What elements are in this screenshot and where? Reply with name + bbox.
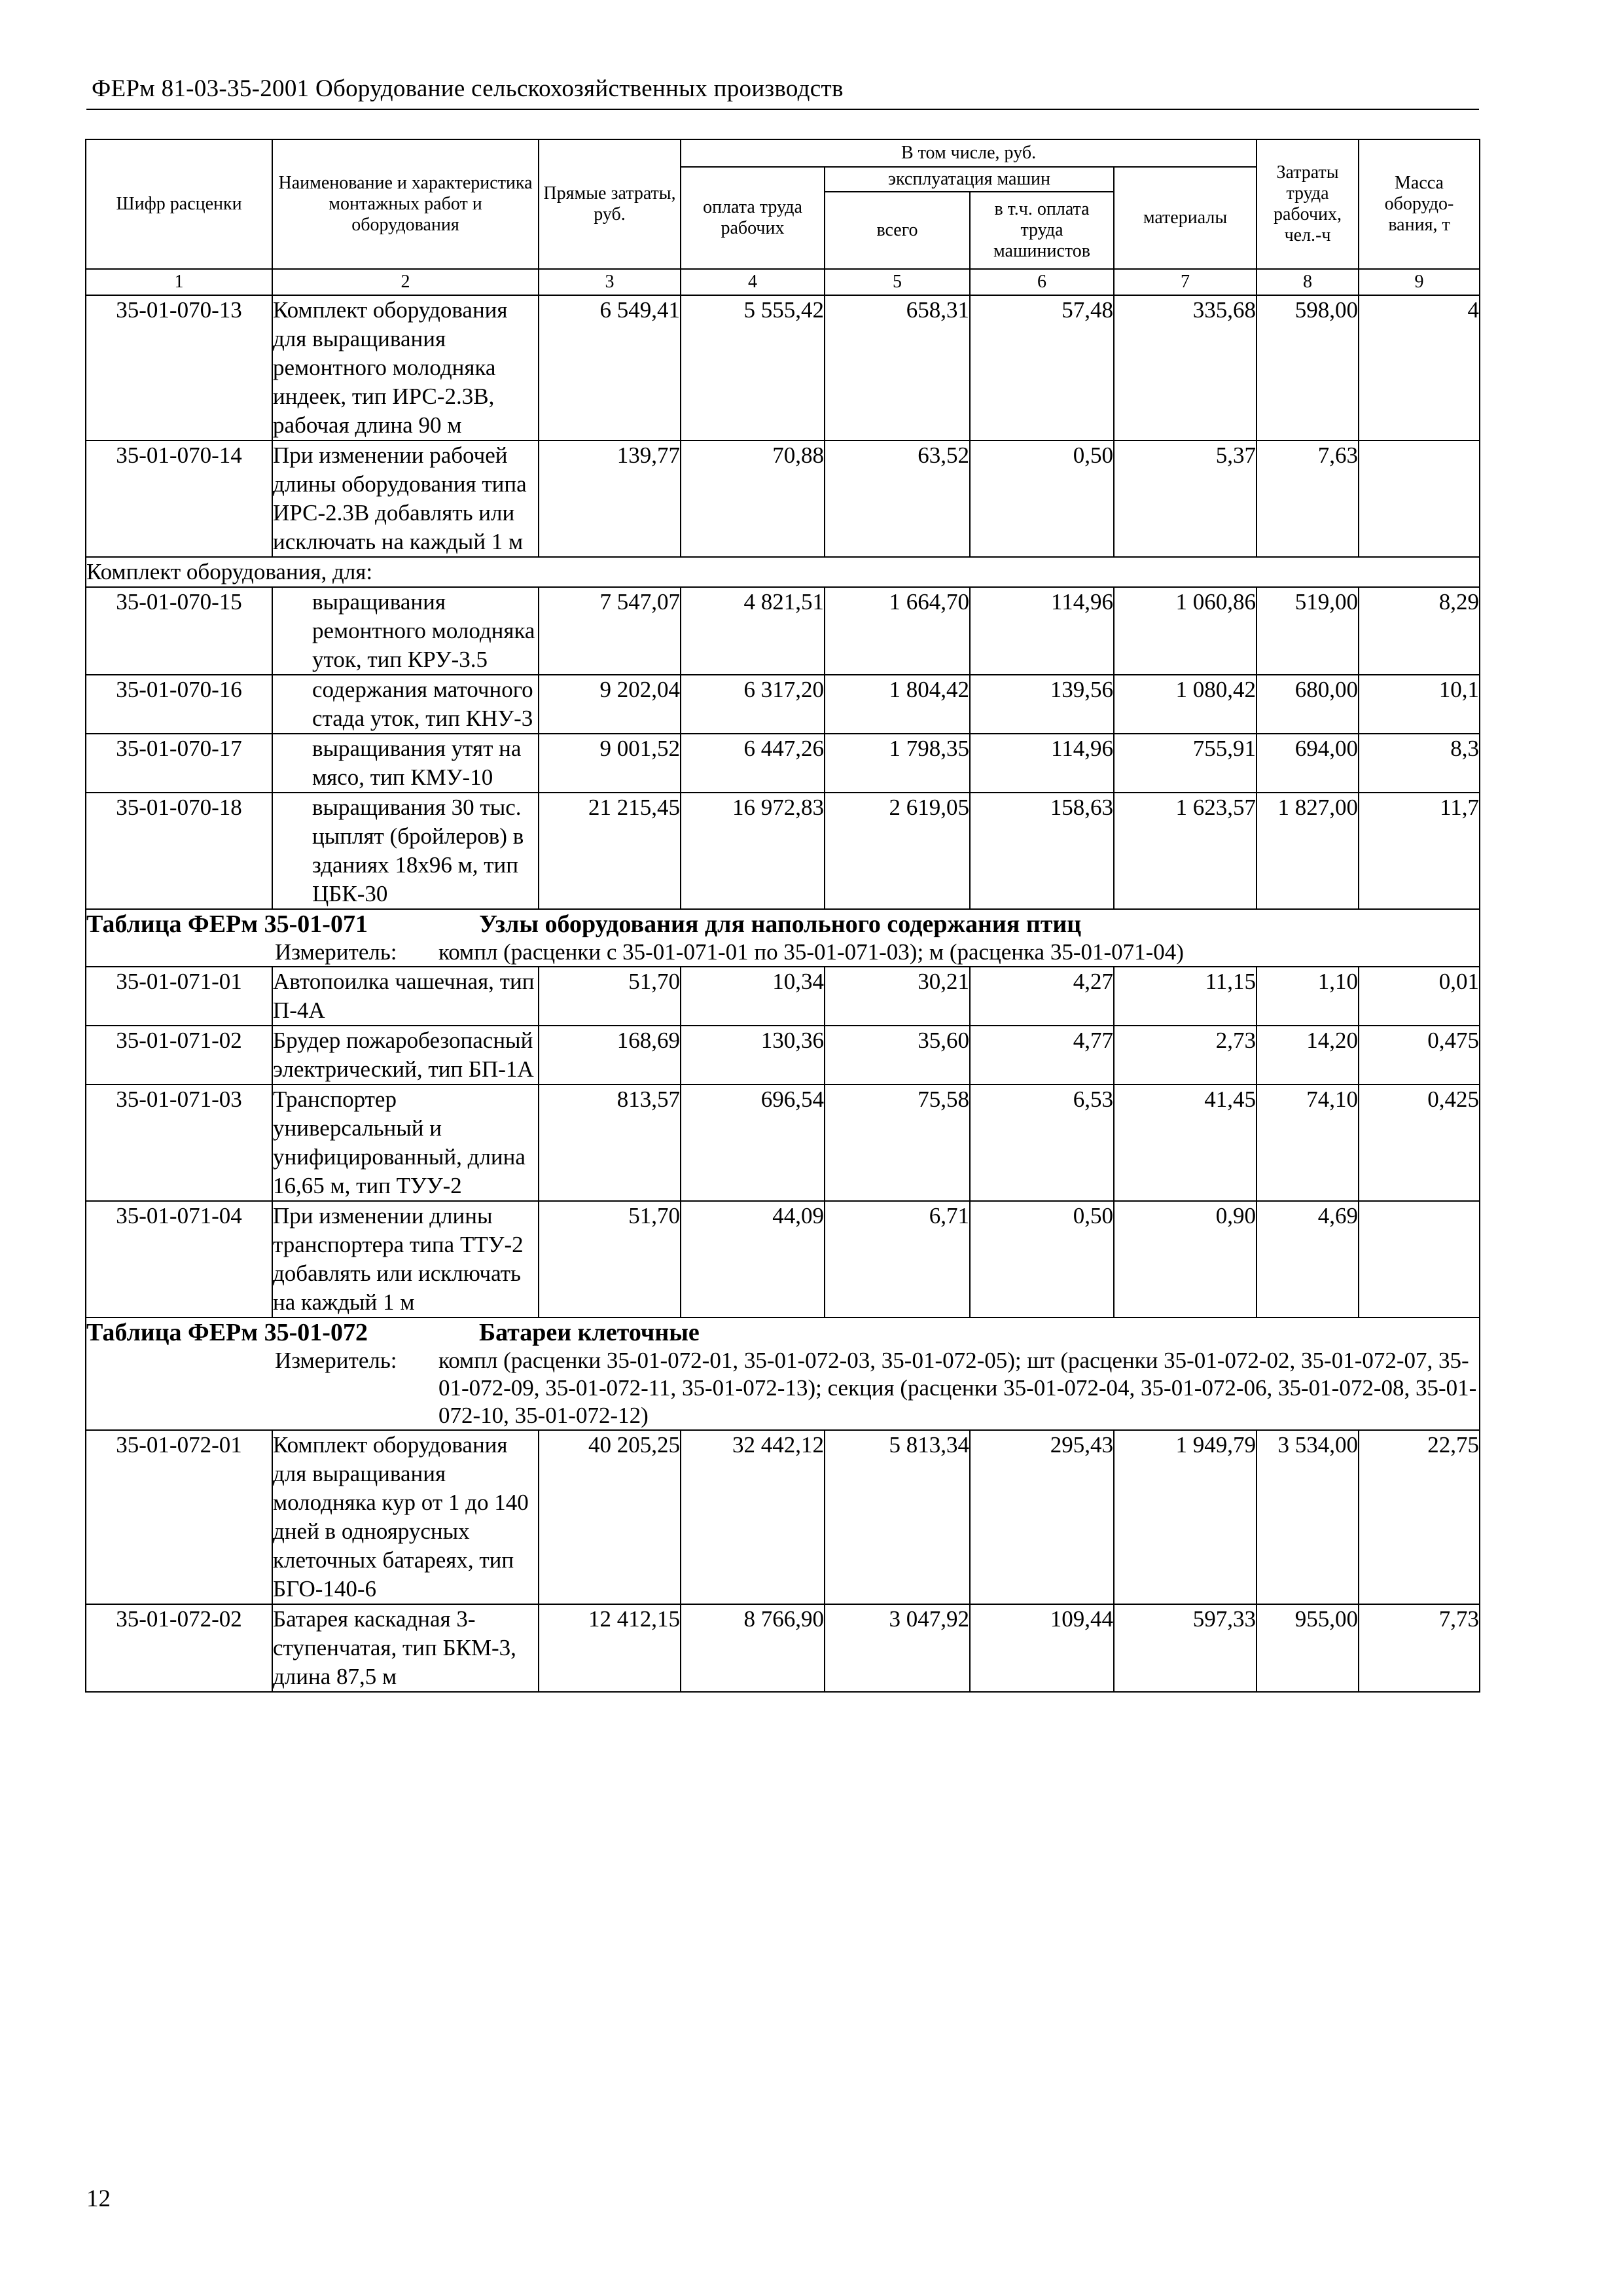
group-label-row (86, 557, 1480, 587)
materials: 5,37 (1114, 440, 1257, 557)
machines-total: 63,52 (825, 440, 970, 557)
labor-cost: 4,69 (1257, 1201, 1359, 1318)
group-label: Комплект оборудования, для: (86, 557, 1480, 587)
materials: 0,90 (1114, 1201, 1257, 1318)
labor-cost: 1,10 (1257, 967, 1359, 1026)
rate-code: 35-01-070-18 (86, 793, 272, 909)
table-body (86, 295, 1480, 1692)
direct-costs: 813,57 (539, 1085, 681, 1201)
work-name: Батарея каскадная 3-ступенчатая, тип БКМ-3, длина 87,5 м (272, 1604, 539, 1692)
machinists-pay: 0,50 (970, 440, 1114, 557)
section-measure (86, 939, 1479, 966)
machinists-pay: 114,96 (970, 587, 1114, 675)
equipment-mass: 0,425 (1359, 1085, 1480, 1201)
work-name: выращивания 30 тыс. цыплят (бройлеров) в зданиях 18х96 м, тип ЦБК-30 (272, 793, 539, 909)
measure-label: Измеритель: (275, 1348, 397, 1373)
machines-total: 1 664,70 (825, 587, 970, 675)
rate-code: 35-01-072-01 (86, 1430, 272, 1604)
page-number: 12 (86, 2185, 111, 2212)
direct-costs: 139,77 (539, 440, 681, 557)
machines-total: 3 047,92 (825, 1604, 970, 1692)
materials: 11,15 (1114, 967, 1257, 1026)
work-name: При изменении рабочей длины оборудования типа ИРС-2.3В добавлять или исключать на каждый 1 м (272, 440, 539, 557)
materials: 1 949,79 (1114, 1430, 1257, 1604)
materials: 2,73 (1114, 1026, 1257, 1085)
column-number: 3 (539, 269, 681, 295)
direct-costs: 51,70 (539, 1201, 681, 1318)
labor-pay: 8 766,90 (681, 1604, 825, 1692)
machinists-pay: 6,53 (970, 1085, 1114, 1201)
measure-text: компл (расценки 35-01-072-01, 35-01-072-03, 35-01-072-05); шт (расценки 35-01-072-02, 35-01-072-07, 35-01-072-09, 35-01-072-11, 35-01-072-13); секция (расценки 35-01-072-04, 35-01-072-06, 35-01-072-08, 35-01-072-10, 35-01-072-12) (438, 1348, 1477, 1428)
column-number: 8 (1257, 269, 1359, 295)
header-labor-cost: Затраты труда рабочих, чел.-ч (1257, 139, 1359, 269)
work-name: Транспортер универсальный и унифицированный, длина 16,65 м, тип ТУУ-2 (272, 1085, 539, 1201)
materials: 1 623,57 (1114, 793, 1257, 909)
equipment-mass: 11,7 (1359, 793, 1480, 909)
direct-costs: 12 412,15 (539, 1604, 681, 1692)
header-machines: эксплуатация машин (825, 167, 1114, 192)
work-name: Комплект оборудования для выращивания молодняка кур от 1 до 140 дней в одноярусных клеточных батареях, тип БГО-140-6 (272, 1430, 539, 1604)
materials: 1 060,86 (1114, 587, 1257, 675)
rate-code: 35-01-070-14 (86, 440, 272, 557)
header-labor-pay: оплата труда рабочих (681, 167, 825, 269)
labor-cost: 3 534,00 (1257, 1430, 1359, 1604)
labor-pay: 16 972,83 (681, 793, 825, 909)
section-title: Узлы оборудования для напольного содержания птиц (479, 910, 1082, 938)
table-row (86, 967, 1480, 1026)
work-name: Комплект оборудования для выращивания ремонтного молодняка индеек, тип ИРС-2.3В, рабочая длина 90 м (272, 295, 539, 440)
table-row (86, 1430, 1480, 1604)
labor-pay: 130,36 (681, 1026, 825, 1085)
machinists-pay: 4,27 (970, 967, 1114, 1026)
section-header (86, 1318, 1480, 1430)
direct-costs: 6 549,41 (539, 295, 681, 440)
rate-code: 35-01-072-02 (86, 1604, 272, 1692)
equipment-mass: 10,1 (1359, 675, 1480, 734)
labor-cost: 14,20 (1257, 1026, 1359, 1085)
section-header-row (86, 1318, 1480, 1430)
labor-pay: 70,88 (681, 440, 825, 557)
table-row (86, 734, 1480, 793)
equipment-mass: 0,475 (1359, 1026, 1480, 1085)
rate-code: 35-01-071-04 (86, 1201, 272, 1318)
table-row (86, 1026, 1480, 1085)
labor-cost: 1 827,00 (1257, 793, 1359, 909)
section-measure (86, 1347, 1479, 1429)
work-name: Брудер пожаробезопасный электрический, тип БП-1А (272, 1026, 539, 1085)
machines-total: 30,21 (825, 967, 970, 1026)
column-number: 7 (1114, 269, 1257, 295)
header-name: Наименование и характеристика монтажных работ и оборудования (272, 139, 539, 269)
labor-pay: 696,54 (681, 1085, 825, 1201)
header-divider (86, 109, 1479, 110)
rate-code: 35-01-071-03 (86, 1085, 272, 1201)
direct-costs: 7 547,07 (539, 587, 681, 675)
machinists-pay: 158,63 (970, 793, 1114, 909)
section-title-line (86, 910, 1479, 939)
direct-costs: 21 215,45 (539, 793, 681, 909)
section-code: Таблица ФЕРм 35-01-071 (86, 910, 368, 938)
header-including: В том числе, руб. (681, 139, 1257, 167)
column-number: 2 (272, 269, 539, 295)
equipment-mass (1359, 1201, 1480, 1318)
machines-total: 5 813,34 (825, 1430, 970, 1604)
equipment-mass: 7,73 (1359, 1604, 1480, 1692)
machines-total: 75,58 (825, 1085, 970, 1201)
column-number: 9 (1359, 269, 1480, 295)
direct-costs: 168,69 (539, 1026, 681, 1085)
equipment-mass: 0,01 (1359, 967, 1480, 1026)
table-row (86, 295, 1480, 440)
section-code: Таблица ФЕРм 35-01-072 (86, 1319, 368, 1346)
measure-text: компл (расценки с 35-01-071-01 по 35-01-071-03); м (расценка 35-01-071-04) (438, 939, 1184, 965)
materials: 335,68 (1114, 295, 1257, 440)
rate-code: 35-01-070-16 (86, 675, 272, 734)
rate-code: 35-01-070-13 (86, 295, 272, 440)
materials: 597,33 (1114, 1604, 1257, 1692)
labor-pay: 6 317,20 (681, 675, 825, 734)
equipment-mass (1359, 440, 1480, 557)
section-header (86, 909, 1480, 967)
header-materials: материалы (1114, 167, 1257, 269)
section-header-row (86, 909, 1480, 967)
machinists-pay: 295,43 (970, 1430, 1114, 1604)
section-title: Батареи клеточные (479, 1319, 700, 1346)
header-code: Шифр расценки (86, 139, 272, 269)
column-number: 1 (86, 269, 272, 295)
machines-total: 1 804,42 (825, 675, 970, 734)
header-mass: Масса оборудо-вания, т (1359, 139, 1480, 269)
materials: 41,45 (1114, 1085, 1257, 1201)
machinists-pay: 139,56 (970, 675, 1114, 734)
equipment-mass: 8,3 (1359, 734, 1480, 793)
labor-pay: 10,34 (681, 967, 825, 1026)
table-header (86, 139, 1480, 295)
direct-costs: 9 202,04 (539, 675, 681, 734)
work-name: Автопоилка чашечная, тип П-4А (272, 967, 539, 1026)
document-header-title: ФЕРм 81-03-35-2001 Оборудование сельскохозяйственных производств (92, 75, 844, 102)
labor-cost: 598,00 (1257, 295, 1359, 440)
work-name: выращивания ремонтного молодняка уток, тип КРУ-3.5 (272, 587, 539, 675)
direct-costs: 51,70 (539, 967, 681, 1026)
labor-cost: 955,00 (1257, 1604, 1359, 1692)
header-machinists-pay: в т.ч. оплата труда машинистов (970, 192, 1114, 269)
column-number: 4 (681, 269, 825, 295)
work-name: При изменении длины транспортера типа ТТУ-2 добавлять или исключать на каждый 1 м (272, 1201, 539, 1318)
table-row (86, 1604, 1480, 1692)
table-row (86, 587, 1480, 675)
direct-costs: 40 205,25 (539, 1430, 681, 1604)
labor-cost: 7,63 (1257, 440, 1359, 557)
labor-cost: 680,00 (1257, 675, 1359, 734)
machinists-pay: 109,44 (970, 1604, 1114, 1692)
table-row (86, 1201, 1480, 1318)
machinists-pay: 114,96 (970, 734, 1114, 793)
machines-total: 6,71 (825, 1201, 970, 1318)
table-row (86, 793, 1480, 909)
machinists-pay: 4,77 (970, 1026, 1114, 1085)
equipment-mass: 22,75 (1359, 1430, 1480, 1604)
labor-pay: 4 821,51 (681, 587, 825, 675)
rates-table (85, 139, 1480, 1693)
machinists-pay: 57,48 (970, 295, 1114, 440)
rate-code: 35-01-071-01 (86, 967, 272, 1026)
work-name: выращивания утят на мясо, тип КМУ-10 (272, 734, 539, 793)
machinists-pay: 0,50 (970, 1201, 1114, 1318)
labor-pay: 32 442,12 (681, 1430, 825, 1604)
labor-cost: 694,00 (1257, 734, 1359, 793)
section-title-line (86, 1318, 1479, 1347)
labor-cost: 74,10 (1257, 1085, 1359, 1201)
machines-total: 1 798,35 (825, 734, 970, 793)
labor-pay: 44,09 (681, 1201, 825, 1318)
rate-code: 35-01-070-15 (86, 587, 272, 675)
table-row (86, 440, 1480, 557)
table-row (86, 1085, 1480, 1201)
rate-code: 35-01-071-02 (86, 1026, 272, 1085)
column-number: 6 (970, 269, 1114, 295)
header-direct-costs: Прямые затраты, руб. (539, 139, 681, 269)
rate-code: 35-01-070-17 (86, 734, 272, 793)
column-numbers-row (86, 269, 1480, 295)
work-name: содержания маточного стада уток, тип КНУ-3 (272, 675, 539, 734)
labor-pay: 5 555,42 (681, 295, 825, 440)
labor-cost: 519,00 (1257, 587, 1359, 675)
measure-label: Измеритель: (275, 939, 397, 965)
header-machines-total: всего (825, 192, 970, 269)
materials: 755,91 (1114, 734, 1257, 793)
machines-total: 658,31 (825, 295, 970, 440)
equipment-mass: 8,29 (1359, 587, 1480, 675)
machines-total: 35,60 (825, 1026, 970, 1085)
direct-costs: 9 001,52 (539, 734, 681, 793)
labor-pay: 6 447,26 (681, 734, 825, 793)
materials: 1 080,42 (1114, 675, 1257, 734)
machines-total: 2 619,05 (825, 793, 970, 909)
column-number: 5 (825, 269, 970, 295)
table-row (86, 675, 1480, 734)
equipment-mass: 4 (1359, 295, 1480, 440)
